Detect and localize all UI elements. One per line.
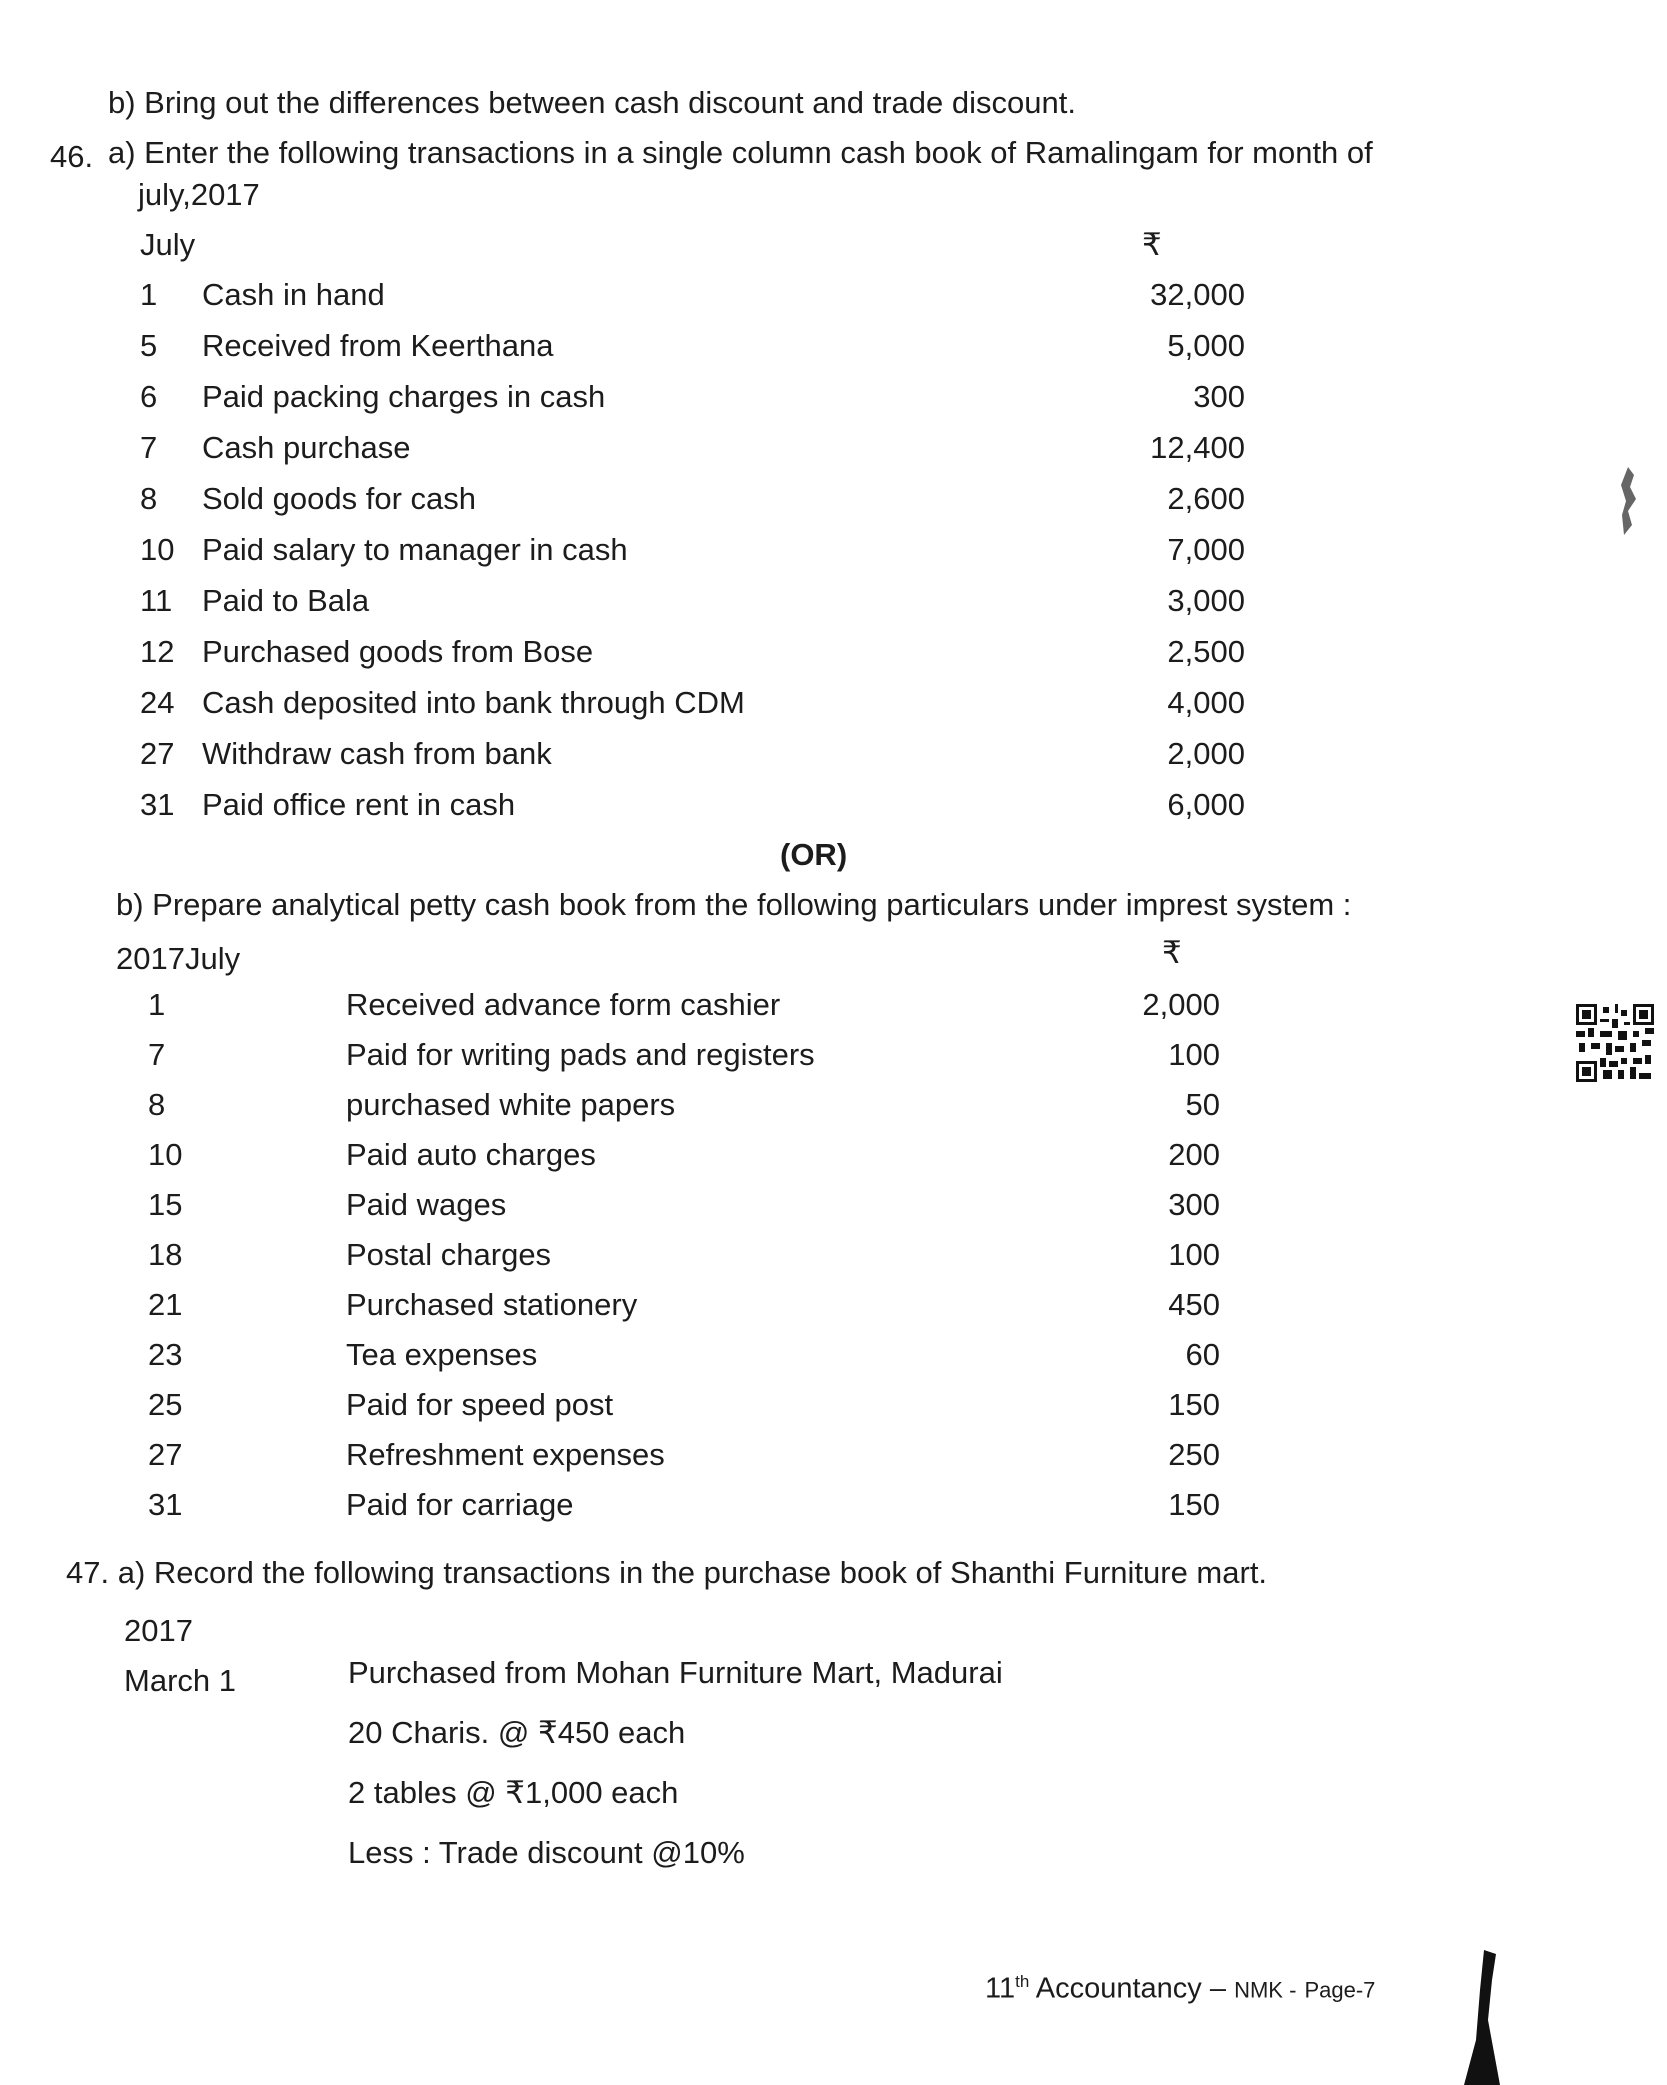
- transaction-row: [0, 1436, 1667, 1476]
- transaction-description: Paid for carriage: [346, 1487, 574, 1522]
- purchase-line-3: 2 tables @ ₹1,000 each: [348, 1775, 679, 1810]
- transaction-amount: 12,400: [1150, 430, 1245, 465]
- footer-class-suffix: th: [1015, 1972, 1030, 1991]
- question-46-number: 46.: [50, 139, 94, 174]
- transaction-description: Paid office rent in cash: [202, 787, 516, 822]
- transaction-amount: 150: [1168, 1387, 1220, 1422]
- purchase-line-2: 20 Charis. @ ₹450 each: [348, 1715, 686, 1750]
- question-46a-line2: july,2017: [138, 177, 260, 212]
- transaction-date: 7: [140, 430, 158, 465]
- transaction-amount: 100: [1168, 1037, 1220, 1072]
- transaction-amount: 2,600: [1167, 481, 1245, 516]
- transaction-description: Tea expenses: [346, 1337, 538, 1372]
- footer-page: Page-7: [1304, 1977, 1376, 2003]
- month-heading: July: [140, 227, 196, 262]
- footer-dash: –: [1209, 1972, 1227, 2005]
- transaction-amount: 250: [1168, 1437, 1220, 1472]
- transaction-description: Paid salary to manager in cash: [202, 532, 628, 567]
- footer-class: 11: [985, 1972, 1016, 2005]
- transaction-row: [0, 684, 1667, 724]
- petty-cash-period: 2017July: [116, 941, 241, 976]
- currency-symbol: ₹: [1142, 227, 1162, 262]
- transaction-date: 31: [148, 1487, 183, 1522]
- purchase-date: March 1: [124, 1663, 236, 1698]
- transaction-description: Refreshment expenses: [346, 1437, 665, 1472]
- petty-cash-currency: ₹: [1162, 935, 1182, 970]
- transaction-date: 5: [140, 328, 158, 363]
- transaction-row: [0, 986, 1667, 1026]
- transaction-description: Cash deposited into bank through CDM: [202, 685, 745, 720]
- transaction-date: 7: [148, 1037, 166, 1072]
- transaction-date: 15: [148, 1187, 183, 1222]
- transaction-amount: 32,000: [1150, 277, 1245, 312]
- question-46b-line: b) Prepare analytical petty cash book from the following particulars under imprest system :: [116, 887, 1352, 922]
- transaction-row: [0, 1236, 1667, 1276]
- transaction-row: [0, 1286, 1667, 1326]
- transaction-row: [0, 1036, 1667, 1076]
- transaction-date: 21: [148, 1287, 183, 1322]
- transaction-row: [0, 1486, 1667, 1526]
- transaction-row: [0, 1186, 1667, 1226]
- transaction-description: Paid wages: [346, 1187, 507, 1222]
- transaction-row: [0, 735, 1667, 775]
- transaction-description: Paid packing charges in cash: [202, 379, 606, 414]
- transaction-date: 24: [140, 685, 175, 720]
- transaction-description: purchased white papers: [346, 1087, 676, 1122]
- transaction-row: [0, 276, 1667, 316]
- transaction-row: [0, 1136, 1667, 1176]
- transaction-amount: 150: [1168, 1487, 1220, 1522]
- transaction-row: [0, 582, 1667, 622]
- transaction-date: 27: [140, 736, 175, 771]
- footer-code: NMK -: [1234, 1977, 1297, 2003]
- transaction-amount: 200: [1168, 1137, 1220, 1172]
- transaction-description: Sold goods for cash: [202, 481, 477, 516]
- footer-subject: Accountancy: [1035, 1972, 1202, 2005]
- transaction-date: 12: [140, 634, 175, 669]
- transaction-amount: 2,000: [1142, 987, 1220, 1022]
- transaction-amount: 60: [1185, 1337, 1220, 1372]
- transaction-row: [0, 633, 1667, 673]
- transaction-amount: 2,000: [1167, 736, 1245, 771]
- transaction-date: 25: [148, 1387, 183, 1422]
- transaction-row: [0, 786, 1667, 826]
- scan-mark-icon: [1462, 1950, 1502, 2085]
- transaction-description: Cash in hand: [202, 277, 385, 312]
- transaction-description: Paid auto charges: [346, 1137, 596, 1172]
- transaction-date: 18: [148, 1237, 183, 1272]
- transaction-row: [0, 480, 1667, 520]
- transaction-description: Received from Keerthana: [202, 328, 554, 363]
- transaction-amount: 3,000: [1167, 583, 1245, 618]
- transaction-description: Received advance form cashier: [346, 987, 781, 1022]
- transaction-date: 1: [140, 277, 158, 312]
- purchase-line-1: Purchased from Mohan Furniture Mart, Madurai: [348, 1655, 1003, 1690]
- transaction-date: 10: [140, 532, 175, 567]
- scan-speck-icon: [1618, 465, 1640, 537]
- transaction-row: [0, 327, 1667, 367]
- transaction-description: Paid to Bala: [202, 583, 370, 618]
- transaction-description: Paid for speed post: [346, 1387, 614, 1422]
- transaction-row: [0, 1386, 1667, 1426]
- transaction-amount: 5,000: [1167, 328, 1245, 363]
- transaction-date: 6: [140, 379, 158, 414]
- transaction-date: 8: [148, 1087, 166, 1122]
- transaction-date: 11: [140, 583, 173, 618]
- transaction-description: Purchased goods from Bose: [202, 634, 594, 669]
- question-46a-line1: a) Enter the following transactions in a single column cash book of Ramalingam for month of: [108, 135, 1373, 170]
- transaction-amount: 7,000: [1167, 532, 1245, 567]
- transaction-description: Postal charges: [346, 1237, 552, 1272]
- transaction-amount: 4,000: [1167, 685, 1245, 720]
- transaction-date: 31: [140, 787, 175, 822]
- transaction-amount: 2,500: [1167, 634, 1245, 669]
- transaction-row: [0, 429, 1667, 469]
- page-footer: [985, 1972, 1375, 2006]
- transaction-date: 10: [148, 1137, 183, 1172]
- transaction-description: Paid for writing pads and registers: [346, 1037, 815, 1072]
- transaction-date: 8: [140, 481, 158, 516]
- transaction-amount: 50: [1185, 1087, 1220, 1122]
- transaction-amount: 300: [1168, 1187, 1220, 1222]
- question-47a-line: 47. a) Record the following transactions in the purchase book of Shanthi Furniture mart.: [66, 1555, 1268, 1590]
- or-separator: (OR): [780, 837, 848, 872]
- transaction-row: [0, 531, 1667, 571]
- transaction-date: 23: [148, 1337, 183, 1372]
- transaction-amount: 100: [1168, 1237, 1220, 1272]
- transaction-row: [0, 1086, 1667, 1126]
- transaction-row: [0, 1336, 1667, 1376]
- question-45b: b) Bring out the differences between cash discount and trade discount.: [108, 85, 1076, 120]
- transaction-row: [0, 378, 1667, 418]
- transaction-date: 1: [148, 987, 166, 1022]
- qr-code-icon: [1576, 1004, 1654, 1082]
- transaction-amount: 450: [1168, 1287, 1220, 1322]
- transaction-description: Withdraw cash from bank: [202, 736, 552, 771]
- transaction-description: Cash purchase: [202, 430, 411, 465]
- purchase-year: 2017: [124, 1613, 193, 1648]
- purchase-line-4: Less : Trade discount @10%: [348, 1835, 745, 1870]
- transaction-amount: 300: [1193, 379, 1245, 414]
- transaction-date: 27: [148, 1437, 183, 1472]
- transaction-amount: 6,000: [1167, 787, 1245, 822]
- transaction-description: Purchased stationery: [346, 1287, 638, 1322]
